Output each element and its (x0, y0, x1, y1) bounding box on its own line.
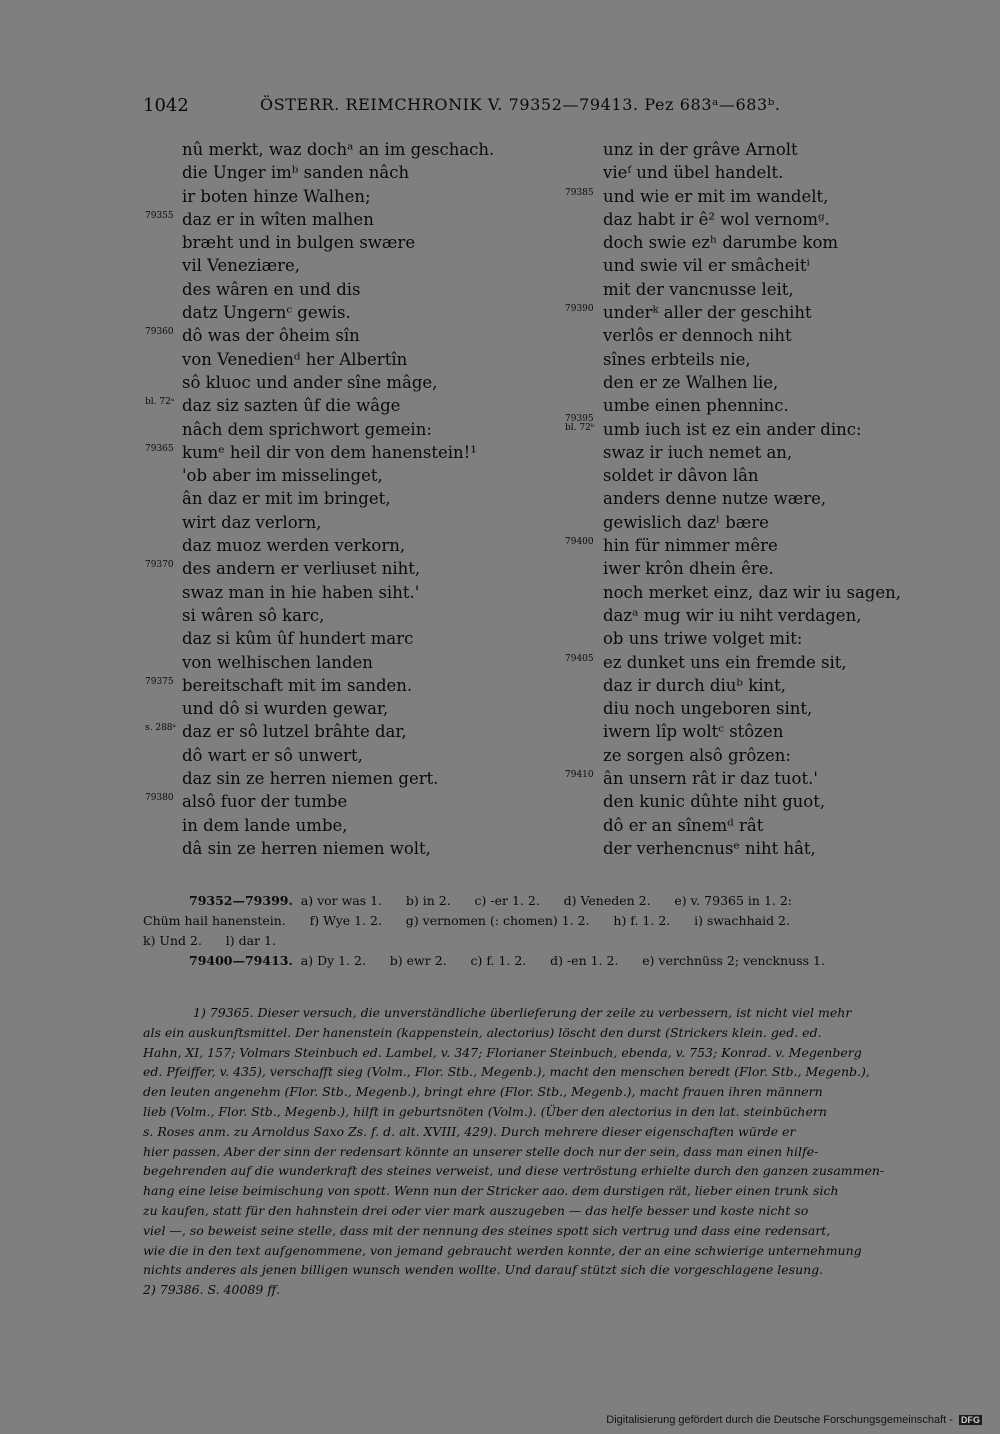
verse-line (145, 418, 565, 441)
verse-text: gewislich dazˡ bære (603, 512, 769, 532)
verse-text: dâ sin ze herren niemen wolt, (182, 838, 431, 858)
dfg-credit-line (606, 1414, 982, 1426)
footnote-line: s. Roses anm. zu Arnoldus Saxo Zs. f. d. alt. XVIII, 429). Durch mehrere dieser eigenschaften würde er (143, 1123, 796, 1139)
verse-line (555, 534, 975, 557)
verse-text: si wâren sô karc, (182, 605, 325, 625)
verse-line (145, 837, 565, 860)
verse-line (555, 254, 975, 277)
verse-text: wirt daz verlorn, (182, 512, 322, 532)
verse-line (145, 627, 565, 650)
verse-line (555, 138, 975, 161)
verse-line (555, 627, 975, 650)
verse-line (145, 301, 565, 324)
verse-text: und dô si wurden gewar, (182, 699, 389, 719)
verse-text: anders denne nutze wære, (603, 489, 827, 509)
verse-text: daz er in wîten malhen (182, 209, 374, 229)
dfg-logo-icon: DFG (961, 1415, 980, 1425)
apparatus-text: a) Dy 1. 2. b) ewr 2. c) f. 1. 2. d) -en 1. 2. e) verchnüss 2; vencknuss 1. (292, 953, 825, 968)
verse-number: 79405 (565, 653, 594, 664)
verse-line (145, 790, 565, 813)
verse-text: in dem lande umbe, (182, 815, 348, 835)
verse-text: unz in der grâve Arnolt (603, 140, 798, 159)
verse-line (145, 161, 565, 184)
verse-number: 79360 (145, 327, 174, 338)
verse-text: underᵏ aller der geschiht (603, 303, 812, 323)
verse-line (145, 464, 565, 487)
verse-number: 79370 (145, 560, 174, 571)
verse-text: 'ob aber im misselinget, (182, 466, 383, 486)
apparatus-verse-range: 79352—79399. (189, 893, 293, 908)
verse-line (555, 511, 975, 534)
verse-line (555, 487, 975, 510)
verse-number: 79410 (565, 770, 594, 781)
verse-line (555, 348, 975, 371)
footnote-line: ed. Pfeiffer, v. 435), verschafft sieg (Volm., Flor. Stb., Megenb.), macht den menschen beredt (Flor. Stb., Megenb.), (143, 1064, 870, 1080)
apparatus-line (143, 891, 963, 911)
footnote-line: viel —, so beweist seine stelle, dass mit der nennung des steines spott sich vertrug und dass eine redensart, (143, 1222, 831, 1238)
verse-text: daz ir durch diuᵇ kint, (603, 675, 787, 695)
footnote-line: nichts anderes als jenen billigen wunsch wenden wollte. Und darauf stützt sich die vorgeschlagene lesung. (143, 1262, 824, 1278)
verse-text: vil Veneziære, (182, 256, 301, 276)
verse-line (145, 371, 565, 394)
verse-text: iwern lîp woltᶜ stôzen (603, 722, 784, 742)
verse-line (555, 278, 975, 301)
verse-line (555, 744, 975, 767)
verse-text: die Unger imᵇ sanden nâch (182, 163, 410, 183)
verse-line (555, 674, 975, 697)
verse-text: daz muoz werden verkorn, (182, 536, 406, 556)
footnote-line: hier passen. Aber der sinn der redensart könnte an unserer stelle doch nur der sein, dass man einen hilfe- (143, 1143, 819, 1159)
verse-line (555, 720, 975, 743)
footnote-line: wie die in den text aufgenommene, von jemand gebraucht werden konnte, der an eine schwierige unternehmung (143, 1242, 862, 1258)
verse-line (145, 744, 565, 767)
verse-number: 79375 (145, 676, 174, 687)
apparatus-text: Chüm hail hanenstein. f) Wye 1. 2. g) vernomen (: chomen) 1. 2. h) f. 1. 2. i) swachhaid 2. (143, 913, 790, 928)
verse-line (555, 697, 975, 720)
verse-number: 79400 (565, 537, 594, 548)
verse-line (145, 720, 565, 743)
verse-text: ân unsern rât ir daz tuot.' (603, 769, 818, 789)
verse-text: nâch dem sprichwort gemein: (182, 419, 432, 439)
verse-line (145, 651, 565, 674)
verse-text: den kunic dûhte niht guot, (603, 792, 826, 812)
footnote-line: 2) 79386. S. 40089 ff. (143, 1282, 281, 1298)
verse-text: doch swie ezʰ darumbe kom (603, 233, 839, 253)
verse-text: ze sorgen alsô grôzen: (603, 745, 791, 765)
verse-text: daz sin ze herren niemen gert. (182, 769, 439, 789)
verse-text: der verhencnusᵉ niht hât, (603, 838, 816, 858)
verse-text: ez dunket uns ein fremde sit, (603, 652, 847, 672)
verse-text: sînes erbteils nie, (603, 349, 751, 369)
verse-text: ir boten hinze Walhen; (182, 186, 371, 206)
verse-text: von welhischen landen (182, 652, 373, 672)
verse-line (145, 814, 565, 837)
verse-line (145, 604, 565, 627)
verse-text: ân daz er mit im bringet, (182, 489, 391, 509)
right-verse-column (555, 138, 975, 860)
footnote-line: den leuten angenehm (Flor. Stb., Megenb.), bringt ehre (Flor. Stb., Megenb.), macht frauen ihren männern (143, 1084, 823, 1100)
verse-line (555, 394, 975, 417)
verse-line (555, 161, 975, 184)
page-header (143, 95, 955, 119)
verse-line (145, 394, 565, 417)
verse-text: des andern er verliuset niht, (182, 559, 421, 579)
verse-text: soldet ir dâvon lân (603, 466, 759, 486)
verse-text: des wâren en und dis (182, 279, 361, 299)
verse-line (145, 557, 565, 580)
verse-line (145, 348, 565, 371)
verse-line (555, 814, 975, 837)
footnote-line: hang eine leise beimischung von spott. Wenn nun der Stricker aao. dem durstigen rät, lieber einen trunk sich (143, 1183, 839, 1199)
verse-line (555, 324, 975, 347)
verse-text: daz er sô lutzel brâhte dar, (182, 722, 407, 742)
verse-text: dô was der ôheim sîn (182, 326, 360, 346)
verse-line (555, 185, 975, 208)
verse-text: nû merkt, waz dochᵃ an im geschach. (182, 140, 495, 159)
verse-text: daz siz sazten ûf die wâge (182, 396, 401, 416)
verse-text: bereitschaft mit im sanden. (182, 675, 413, 695)
verse-text: und swie vil er smâcheitⁱ (603, 256, 810, 276)
verse-text: iwer krôn dhein êre. (603, 559, 774, 579)
verse-text: vieᶠ und übel handelt. (603, 163, 784, 183)
verse-line (555, 301, 975, 324)
credit-text: Digitalisierung gefördert durch die Deutsche Forschungsgemeinschaft - (606, 1414, 953, 1426)
apparatus-text: k) Und 2. l) dar 1. (143, 933, 276, 948)
verse-number: 79355 (145, 210, 174, 221)
verse-text: alsô fuor der tumbe (182, 792, 348, 812)
verse-line (555, 208, 975, 231)
critical-apparatus (143, 891, 963, 971)
verse-number: 79395 bl. 72ᵇ (565, 413, 595, 433)
verse-text: kumᵉ heil dir von dem hanenstein!¹ (182, 442, 477, 462)
verse-line (555, 837, 975, 860)
verse-text: swaz man in hie haben siht.' (182, 582, 420, 602)
verse-text: sô kluoc und ander sîne mâge, (182, 372, 438, 392)
verse-line (145, 138, 565, 161)
verse-line (555, 413, 975, 441)
apparatus-line (143, 951, 963, 971)
verse-text: noch merket einz, daz wir iu sagen, (603, 582, 901, 602)
footnote-line: zu kaufen, statt für den hahnstein drei oder vier mark auszugeben — das helfe besser und koste nicht so (143, 1202, 809, 1218)
verse-line (145, 511, 565, 534)
verse-line (555, 581, 975, 604)
verse-text: dô er an sînemᵈ rât (603, 815, 764, 835)
verse-line (145, 767, 565, 790)
verse-text: von Venedienᵈ her Albertîn (182, 349, 408, 369)
verse-text: umbe einen phenninc. (603, 396, 789, 416)
page-number: 1042 (143, 95, 189, 116)
verse-text: mit der vancnusse leit, (603, 279, 794, 299)
verse-number: s. 288ᵃ (145, 723, 176, 734)
verse-line (555, 371, 975, 394)
verse-number: 79380 (145, 793, 174, 804)
verse-line (145, 581, 565, 604)
verse-text: umb iuch ist ez ein ander dinc: (603, 419, 862, 439)
verse-text: datz Ungernᶜ gewis. (182, 303, 351, 323)
verse-line (145, 697, 565, 720)
verse-text: ob uns triwe volget mit: (603, 629, 803, 649)
verse-line (145, 231, 565, 254)
apparatus-line (143, 931, 963, 951)
verse-text: swaz ir iuch nemet an, (603, 442, 793, 462)
verse-line (145, 534, 565, 557)
footnote-line: Hahn, XI, 157; Volmars Steinbuch ed. Lambel, v. 347; Florianer Steinbuch, ebenda, v. 753; Konrad. v. Megenberg (143, 1044, 862, 1060)
verse-line (145, 208, 565, 231)
apparatus-verse-range: 79400—79413. (189, 953, 293, 968)
verse-line (145, 441, 565, 464)
verse-line (145, 185, 565, 208)
verse-line (145, 278, 565, 301)
verse-line (555, 767, 975, 790)
verse-line (145, 254, 565, 277)
verse-line (555, 441, 975, 464)
verse-text: diu noch ungeboren sint, (603, 699, 813, 719)
verse-text: hin für nimmer mêre (603, 536, 778, 556)
verse-line (555, 231, 975, 254)
verse-number: 79385 (565, 187, 594, 198)
verse-text: daz habt ir ê² wol vernomᵍ. (603, 209, 830, 229)
verse-text: daz si kûm ûf hundert marc (182, 629, 414, 649)
verse-text: bræht und in bulgen swære (182, 233, 416, 253)
footnote-line: als ein auskunftsmittel. Der hanenstein (kappenstein, alectorius) löscht den durst (Strickers klein. ged. ed. (143, 1024, 822, 1040)
verse-text: und wie er mit im wandelt, (603, 186, 829, 206)
verse-line (145, 324, 565, 347)
footnote-line: 1) 79365. Dieser versuch, die unverständliche überlieferung der zeile zu verbessern, ist nicht viel mehr (193, 1005, 852, 1020)
verse-line (555, 790, 975, 813)
apparatus-line (143, 911, 963, 931)
verse-number: bl. 72ᵃ (145, 397, 175, 408)
verse-text: dazᵃ mug wir iu niht verdagen, (603, 605, 862, 625)
verse-line (145, 674, 565, 697)
running-head: ÖSTERR. REIMCHRONIK V. 79352—79413. Pez 683ᵃ—683ᵇ. (260, 95, 781, 114)
verse-line (555, 557, 975, 580)
footnote-line: begehrenden auf die wunderkraft des steines verweist, und diese vertröstung erhielte durch den ganzen zusammen- (143, 1163, 885, 1179)
verse-text: den er ze Walhen lie, (603, 372, 779, 392)
verse-line (555, 604, 975, 627)
verse-line (555, 651, 975, 674)
verse-number: 79365 (145, 443, 174, 454)
verse-number: 79390 (565, 304, 594, 315)
apparatus-text: a) vor was 1. b) in 2. c) -er 1. 2. d) Veneden 2. e) v. 79365 in 1. 2: (292, 893, 793, 908)
footnotes (143, 1003, 963, 1300)
verse-text: dô wart er sô unwert, (182, 745, 363, 765)
footnote-line: lieb (Volm., Flor. Stb., Megenb.), hilft in geburtsnöten (Volm.). (Über den alectorius in den lat. steinbüchern (143, 1103, 827, 1119)
verse-line (145, 487, 565, 510)
verse-line (555, 464, 975, 487)
left-verse-column (145, 138, 565, 860)
verse-text: verlôs er dennoch niht (603, 326, 792, 346)
